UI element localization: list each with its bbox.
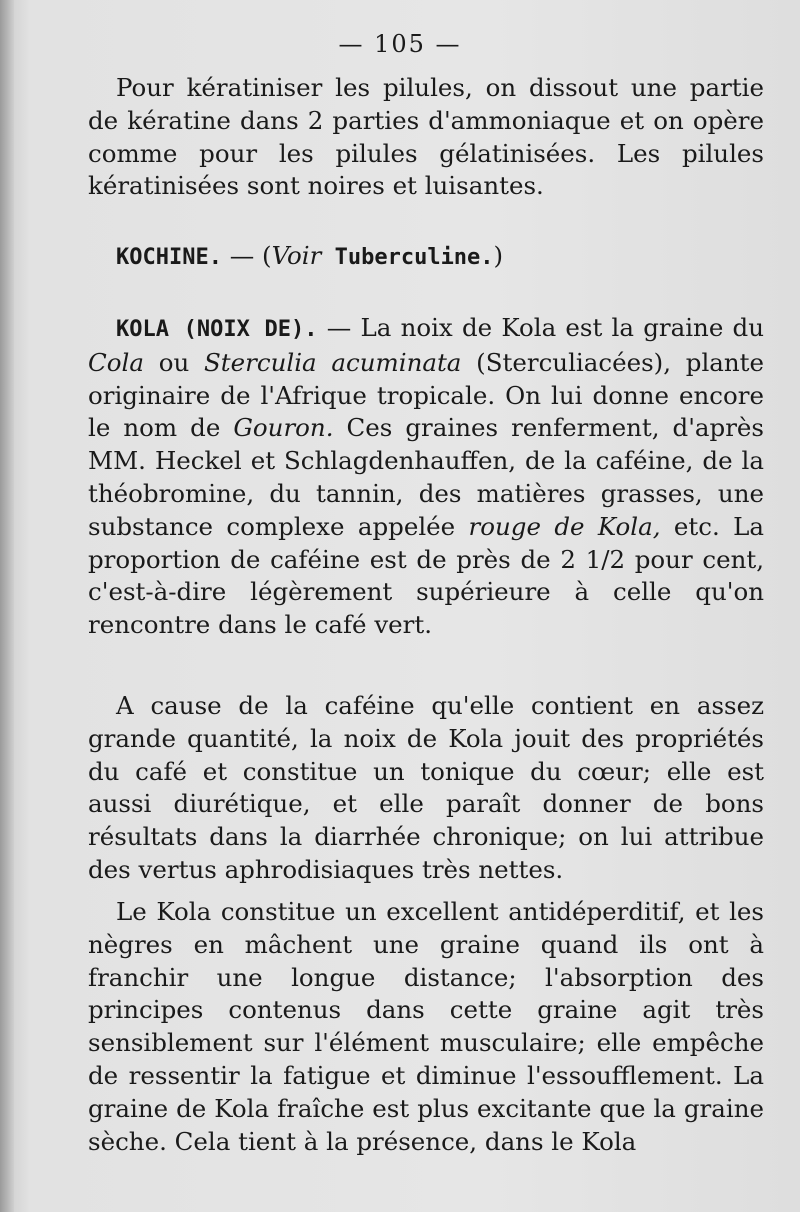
kola-heading: KOLA (NOIX DE).	[116, 317, 318, 342]
kola-p1-gouron: Gouron.	[233, 413, 334, 443]
kola-p1-text-a: — La noix de Kola est la graine du	[317, 313, 765, 342]
kola-p1-sterculia: Sterculia acuminata	[204, 347, 462, 377]
kola-p1-text-e: etc. La proportion de caféine est de près de 2 1/2 pour cent, c'est-à-dire légèrement supérieure à celle qu'on rencontre dans le café vert.	[88, 511, 764, 640]
kochine-entry	[88, 240, 764, 275]
kochine-line	[88, 240, 764, 275]
kola-p1-cola: Cola	[88, 347, 144, 377]
pilules-text: Pour kératiniser les pilules, on dissout une partie de kératine dans 2 parties d'ammoniaque et on opère comme pour les pilules gélatinisées. Les pilules kératinisées sont noires et luisantes.	[88, 73, 764, 201]
kola-entry-paragraph-2	[88, 690, 764, 887]
kola-p1-text-c: (Sterculiacées), plante originaire de l'Afrique tropicale. On lui donne encore le nom de	[88, 347, 765, 443]
kochine-voir: Voir	[271, 241, 322, 270]
kola-p1-text-b: ou	[143, 347, 205, 377]
kochine-reference: Tuberculine.	[321, 245, 494, 270]
page-number: — 105 —	[338, 30, 462, 58]
kola-p1-rouge: rouge de Kola,	[468, 511, 661, 541]
kola-p2: A cause de la caféine qu'elle contient en assez grande quantité, la noix de Kola jouit des propriétés du café et constitue un tonique du cœur; elle est aussi diurétique, et elle paraît donner de bons résultats dans la diarrhée chronique; on lui attribue des vertus aphrodisiaques très nettes.	[88, 691, 764, 884]
kochine-dash: — (	[221, 241, 272, 270]
kochine-close: )	[493, 241, 504, 270]
kola-p1-text-d: Ces graines renferment, d'après MM. Heckel et Schlagdenhauffen, de la caféine, de la théobromine, du tannin, des matières grasses, une substance complexe appelée	[88, 413, 764, 541]
kola-entry-paragraph-1	[88, 312, 764, 642]
kola-entry-paragraph-3	[88, 896, 764, 1158]
kola-p1	[88, 312, 764, 642]
kola-p3: Le Kola constitue un excellent antidéperditif, et les nègres en mâchent une graine quand ils ont à franchir une longue distance; l'absorption des principes contenus dans cette graine agit très sensiblement sur l'élément musculaire; elle empêche de ressentir la fatigue et diminue l'essoufflement. La graine de Kola fraîche est plus excitante que la graine sèche. Cela tient à la présence, dans le Kola	[88, 897, 764, 1156]
kochine-heading: KOCHINE.	[116, 245, 222, 270]
pilules-paragraph	[88, 72, 764, 203]
page-binding-edge	[0, 0, 14, 1212]
